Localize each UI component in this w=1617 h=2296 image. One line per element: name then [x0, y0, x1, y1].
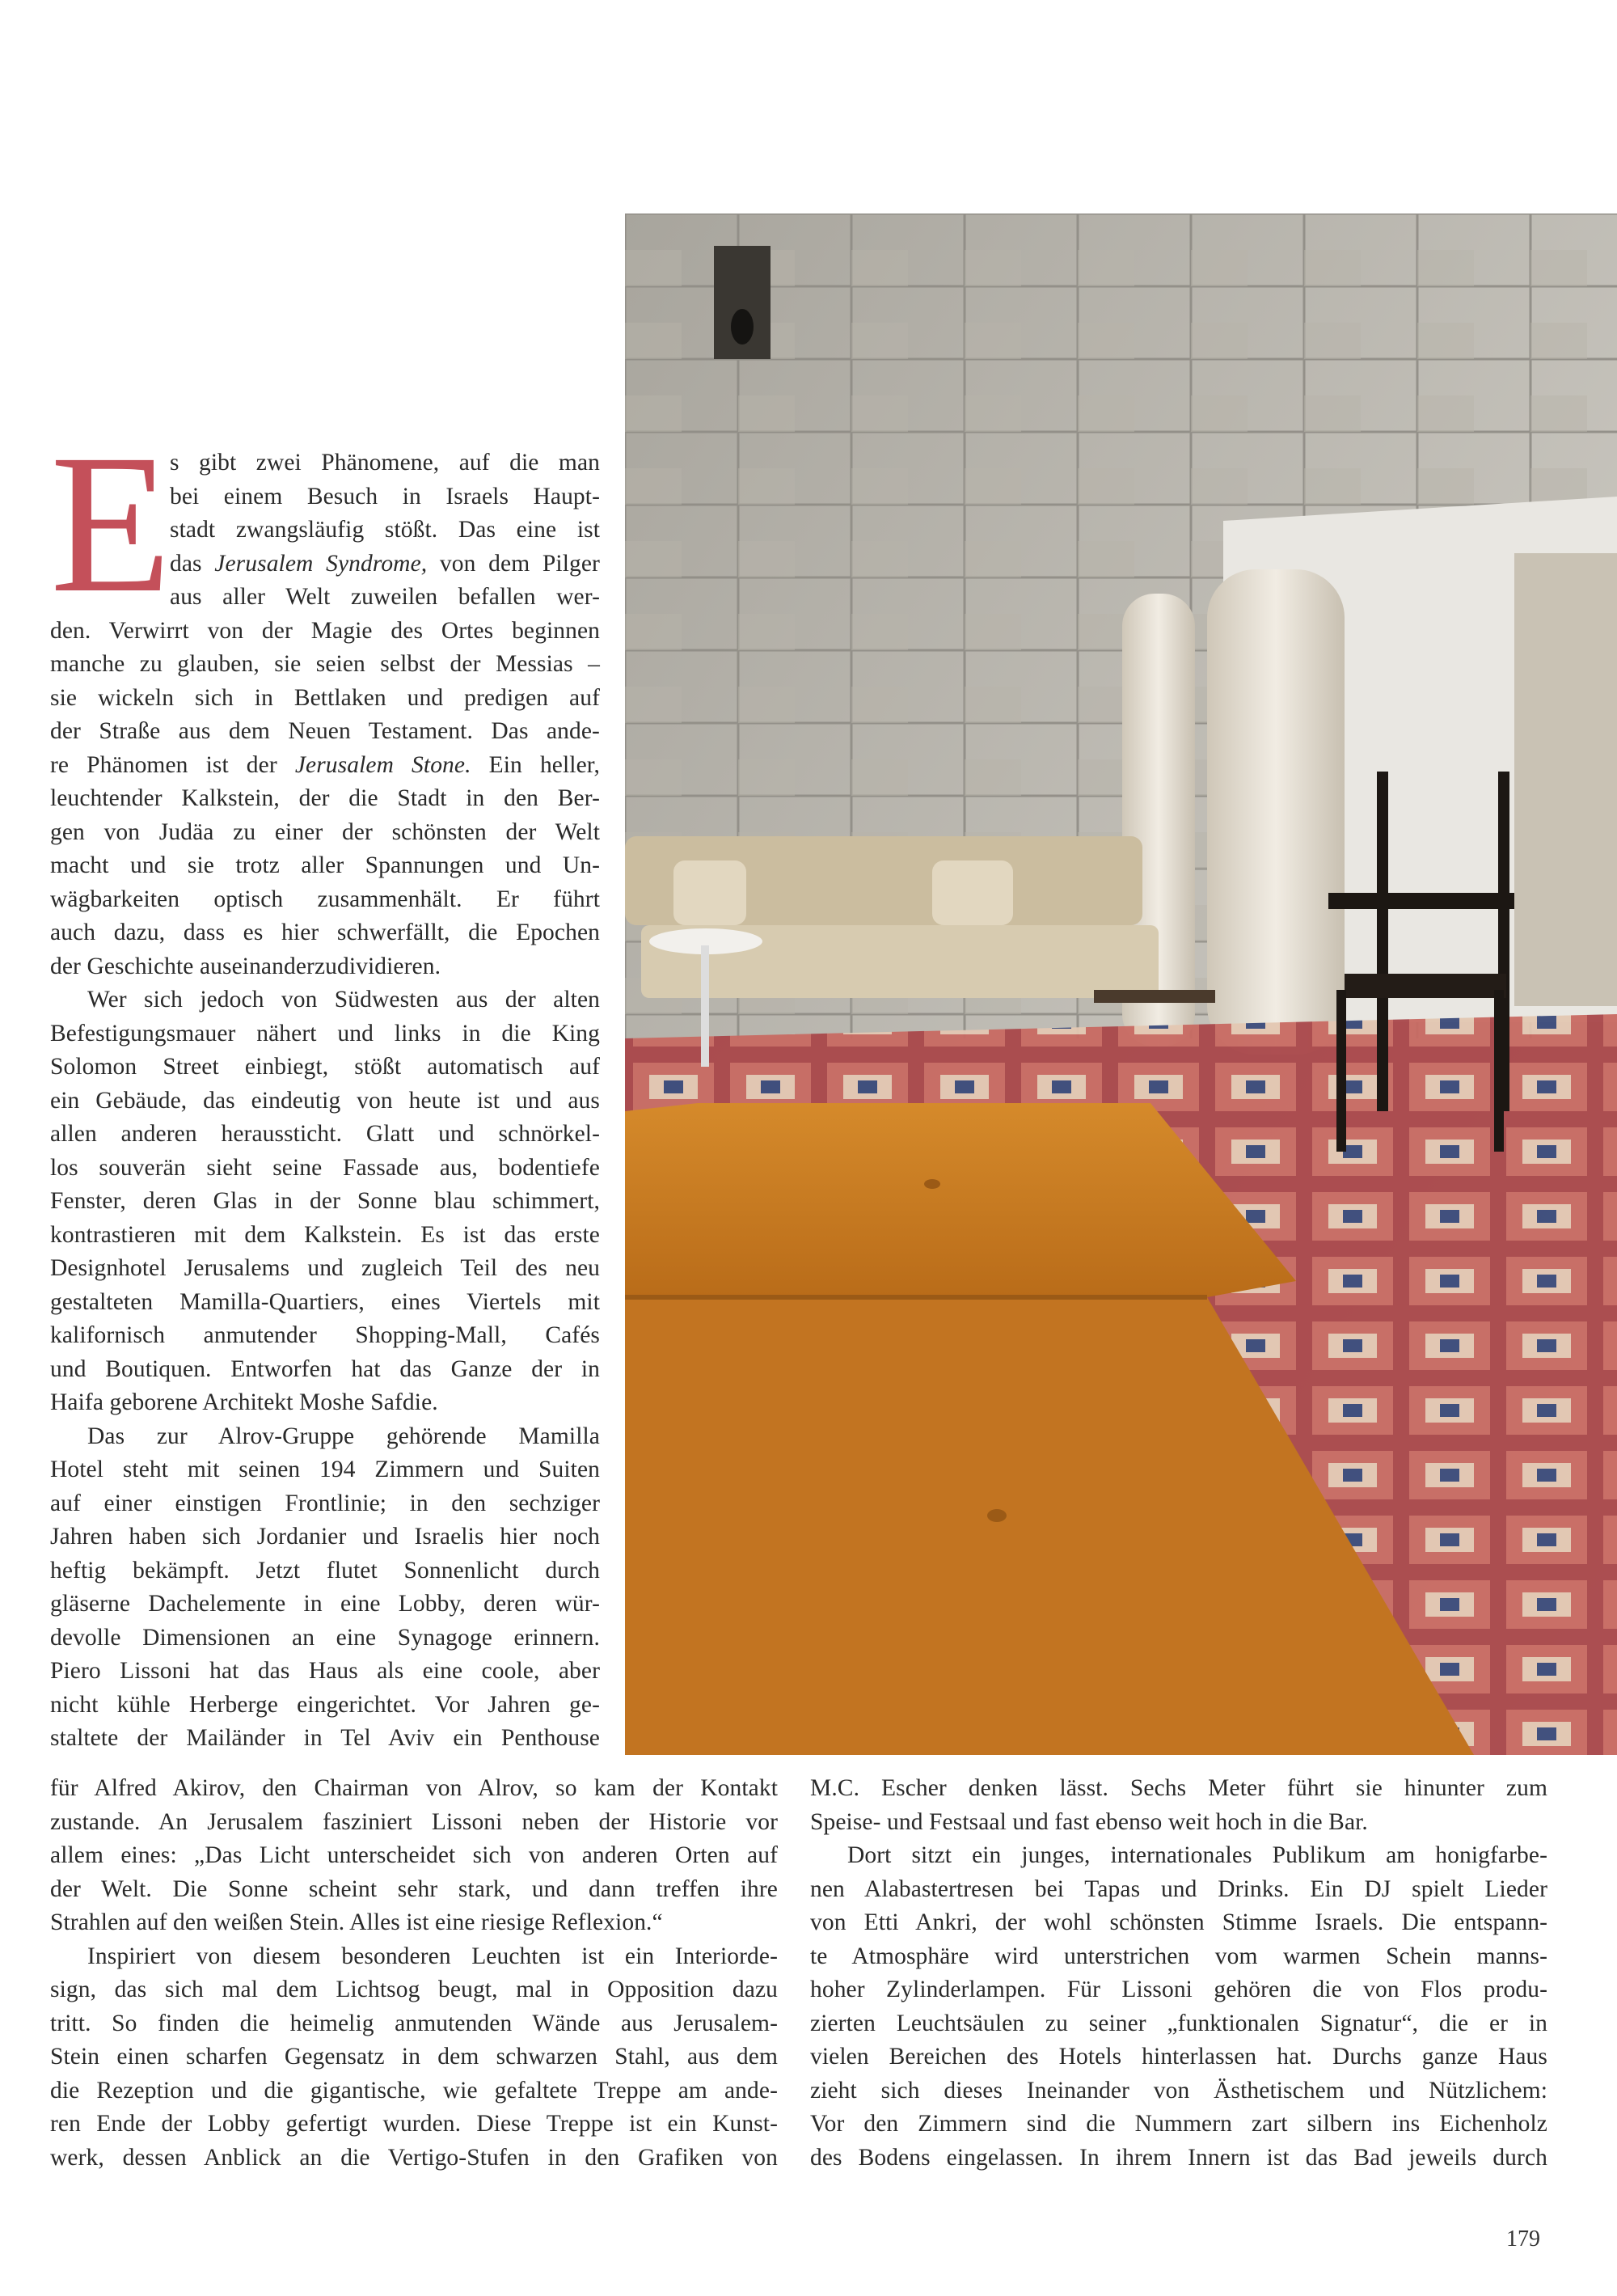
text-line: die Rezeption und die gigantische, wie gefaltete Treppe am ande-	[50, 2077, 778, 2104]
text-line: und Boutiquen. Entworfen hat das Ganze der in	[50, 1355, 600, 1382]
text-line: zustande. An Jerusalem fasziniert Lissoni neben der Historie vor	[50, 1808, 778, 1835]
text-line: aus aller Welt zuweilen befallen wer-	[170, 584, 600, 610]
text-line: ren Ende der Lobby gefertigt wurden. Diese Treppe ist ein Kunst-	[50, 2111, 778, 2137]
text-line: der Straße aus dem Neuen Testament. Das ande-	[50, 718, 600, 744]
text-line: zieht sich dieses Ineinander von Ästhetischem und Nützlichem:	[810, 2077, 1547, 2104]
text-line: der Geschichte auseinanderzudividieren.	[50, 953, 441, 979]
text-run: re Phänomen ist der	[50, 751, 295, 778]
text-line: auf einer einstigen Frontlinie; in den sechziger	[50, 1490, 600, 1516]
text-line: hoher Zylinderlampen. Für Lissoni gehören die von Flos produ-	[810, 1977, 1547, 2002]
text-line	[50, 749, 600, 783]
text-line: stadt zwangsläufig stößt. Das eine ist	[170, 517, 600, 543]
text-line: Stein einen scharfen Gegensatz in dem schwarzen Stahl, aus dem	[50, 2044, 778, 2070]
text-line: staltete der Mailänder in Tel Aviv ein Penthouse	[50, 1725, 600, 1751]
text-line: zierten Leuchtsäulen zu seiner „funktionalen Signatur“, die er in	[810, 2010, 1547, 2036]
text-line: den. Verwirrt von der Magie des Ortes beginnen	[50, 617, 600, 644]
text-line: Hotel steht mit seinen 194 Zimmern und Suiten	[50, 1457, 600, 1482]
text-line: sie wickeln sich in Bettlaken und predigen auf	[50, 684, 600, 711]
text-line: für Alfred Akirov, den Chairman von Alrov, so kam der Kontakt	[50, 1775, 778, 1801]
text-line: Speise- und Festsaal und fast ebenso weit hoch in die Bar.	[810, 1808, 1368, 1835]
hotel-lobby-photo	[625, 214, 1617, 1755]
text-line: leuchtender Kalkstein, der die Stadt in den Ber-	[50, 785, 600, 811]
text-line: Designhotel Jerusalems und zugleich Teil des neu	[50, 1255, 600, 1281]
text-line: Fenster, deren Glas in der Sonne blau schimmert,	[50, 1188, 600, 1214]
lobby-illustration	[625, 214, 1617, 1755]
text-line: allen anderen heraussticht. Glatt und schnörkel-	[50, 1121, 600, 1147]
article-column-right	[810, 1772, 1547, 2175]
text-line: sign, das sich mal dem Lichtsog beugt, mal in Opposition dazu	[50, 1977, 778, 2002]
text-run: von dem Pilger	[427, 550, 600, 577]
text-line: von Etti Ankri, der wohl schönsten Stimme Israels. Die entspann-	[810, 1909, 1547, 1935]
text-line: Piero Lissoni hat das Haus als eine coole, aber	[50, 1658, 600, 1684]
text-line: Befestigungsmauer nähert und links in die King	[50, 1020, 600, 1047]
article-column-left	[50, 446, 600, 1756]
text-line: gen von Judäa zu einer der schönsten der Welt	[50, 818, 600, 845]
text-line: Haifa geborene Architekt Moshe Safdie.	[50, 1389, 438, 1415]
text-line	[50, 548, 600, 581]
text-line: Vor den Zimmern sind die Nummern zart silbern ins Eichenholz	[810, 2111, 1547, 2137]
text-line: allem eines: „Das Licht unterscheidet sich von anderen Orten auf	[50, 1842, 778, 1868]
text-line: Dort sitzt ein junges, internationales Publikum am honigfarbe-	[847, 1842, 1547, 1868]
text-line: Das zur Alrov-Gruppe gehörende Mamilla	[87, 1423, 600, 1449]
text-line: kalifornisch anmutender Shopping-Mall, Cafés	[50, 1322, 600, 1348]
text-line: wägbarkeiten optisch zusammenhält. Er führt	[50, 886, 600, 912]
text-line: Inspiriert von diesem besonderen Leuchten ist ein Interiorde-	[87, 1943, 778, 1969]
text-line: Strahlen auf den weißen Stein. Alles ist eine riesige Reflexion.“	[50, 1909, 663, 1935]
text-line: kontrastieren mit dem Kalkstein. Es ist das erste	[50, 1221, 600, 1248]
text-line: ein Gebäude, das eindeutig von heute ist und aus	[50, 1087, 600, 1114]
article-column-left-lower	[50, 1772, 778, 2175]
text-line: auch dazu, dass es hier schwerfällt, die Epochen	[50, 920, 600, 945]
text-run: Ein heller,	[471, 751, 600, 778]
text-line: macht und sie trotz aller Spannungen und Un-	[50, 852, 600, 878]
page-number: 179	[1506, 2226, 1540, 2252]
text-line: los souverän sieht seine Fassade aus, bodentiefe	[50, 1154, 600, 1181]
text-line: te Atmosphäre wird unterstrichen vom warmen Schein manns-	[810, 1943, 1547, 1969]
text-line: Solomon Street einbiegt, stößt automatisch auf	[50, 1054, 600, 1080]
text-line: Wer sich jedoch von Südwesten aus der alten	[87, 987, 600, 1013]
emphasis: Jerusalem Syndrome,	[214, 550, 428, 577]
text-line: manche zu glauben, sie seien selbst der Messias –	[50, 651, 600, 677]
drop-cap: E	[50, 414, 172, 634]
emphasis: Jerusalem Stone.	[294, 751, 471, 778]
text-line: nicht kühle Herberge eingerichtet. Vor Jahren ge-	[50, 1691, 600, 1718]
text-line: bei einem Besuch in Israels Haupt-	[170, 483, 600, 510]
text-run: das	[170, 550, 215, 577]
text-line: heftig bekämpft. Jetzt flutet Sonnenlicht durch	[50, 1557, 600, 1584]
text-line: der Welt. Die Sonne scheint sehr stark, und dann treffen ihre	[50, 1875, 778, 1902]
text-line: devolle Dimensionen an eine Synagoge erinnern.	[50, 1624, 600, 1651]
text-line: des Bodens eingelassen. In ihrem Innern ist das Bad jeweils durch	[810, 2144, 1547, 2171]
text-line: M.C. Escher denken lässt. Sechs Meter führt sie hinunter zum	[810, 1775, 1547, 1801]
text-line: gestalteten Mamilla-Quartiers, eines Viertels mit	[50, 1288, 600, 1315]
text-line: gläserne Dachelemente in eine Lobby, deren wür-	[50, 1591, 600, 1617]
text-line: Jahren haben sich Jordanier und Israelis hier noch	[50, 1524, 600, 1550]
text-line: s gibt zwei Phänomene, auf die man	[170, 450, 600, 476]
text-line: werk, dessen Anblick an die Vertigo-Stufen in den Grafiken von	[50, 2144, 778, 2171]
text-line: tritt. So finden die heimelig anmutenden Wände aus Jerusalem-	[50, 2010, 778, 2036]
text-line: vielen Bereichen des Hotels hinterlassen hat. Durchs ganze Haus	[810, 2044, 1547, 2070]
text-line: nen Alabastertresen bei Tapas und Drinks. Ein DJ spielt Lieder	[810, 1875, 1547, 1902]
